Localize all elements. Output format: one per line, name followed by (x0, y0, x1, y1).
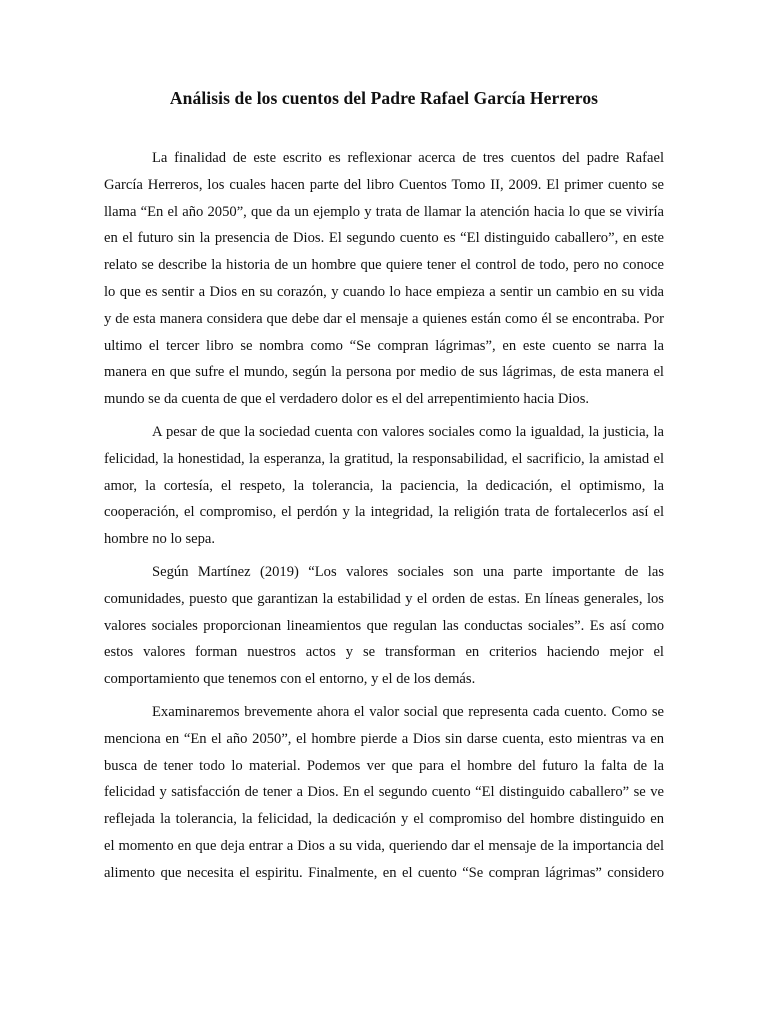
text-line: comunidades, puesto que garantizan la estabilidad y el orden de estas. En líneas generales, los (104, 590, 664, 607)
paragraph-4 (104, 699, 664, 887)
text-line: el momento en que deja entrar a Dios a su vida, queriendo dar el mensaje de la importancia del (104, 837, 664, 854)
text-line: relato se describe la historia de un hombre que quiere tener el control de todo, pero no conoce (104, 257, 664, 274)
text-line: busca de tener todo lo material. Podemos ver que para el hombre del futuro la falta de la (104, 757, 664, 774)
text-line: reflejada la tolerancia, la felicidad, la dedicación y el compromiso del hombre distinguido en (104, 811, 664, 828)
text-line: menciona en “En el año 2050”, el hombre pierde a Dios sin darse cuenta, esto mientras va en (104, 730, 664, 747)
text-line: felicidad y satisfacción de tener a Dios. En el segundo cuento “El distinguido caballero” se ve (104, 784, 664, 801)
text-line: lo que es sentir a Dios en su corazón, y cuando lo hace empieza a sentir un cambio en su vida (104, 283, 664, 300)
text-line: comportamiento que tenemos con el entorno, y el de los demás. (104, 671, 476, 688)
text-line: felicidad, la honestidad, la esperanza, la gratitud, la responsabilidad, el sacrificio, la amistad el (104, 450, 664, 467)
paragraph-2 (104, 419, 664, 553)
text-line: cooperación, el compromiso, el perdón y la integridad, la religión trata de fortalecerlos así el (104, 504, 664, 521)
text-line: hombre no lo sepa. (104, 531, 216, 548)
text-line: García Herreros, los cuales hacen parte del libro Cuentos Tomo II, 2009. El primer cuento se (104, 176, 664, 193)
paragraph-1 (104, 145, 664, 413)
text-line: manera en que sufre el mundo, según la persona por medio de sus lágrimas, de esta manera el (104, 364, 664, 381)
text-line: Según Martínez (2019) “Los valores sociales son una parte importante de las (152, 563, 664, 580)
text-line: alimento que necesita el espiritu. Finalmente, en el cuento “Se compran lágrimas” considero (104, 864, 664, 881)
text-line: valores sociales proporcionan lineamientos que regulan las conductas sociales”. Es así como (104, 617, 664, 634)
text-line: en el futuro sin la presencia de Dios. El segundo cuento es “El distinguido caballero”, en este (104, 230, 664, 247)
document-title: Análisis de los cuentos del Padre Rafael García Herreros (169, 88, 599, 108)
text-line: mundo se da cuenta de que el verdadero dolor es el del arrepentimiento hacia Dios. (104, 391, 590, 408)
text-line: estos valores forman nuestros actos y se transforman en criterios haciendo mejor el (104, 644, 664, 661)
text-line: La finalidad de este escrito es reflexionar acerca de tres cuentos del padre Rafael (152, 150, 664, 166)
text-line: amor, la cortesía, el respeto, la tolerancia, la paciencia, la dedicación, el optimismo, la (104, 477, 664, 494)
text-line: A pesar de que la sociedad cuenta con valores sociales como la igualdad, la justicia, la (152, 423, 664, 440)
text-line: y de esta manera considera que debe dar el mensaje a quienes están como él se encontraba. Por (104, 310, 664, 327)
text-line: llama “En el año 2050”, que da un ejemplo y trata de llamar la atención hacia lo que se viviría (104, 203, 664, 220)
text-line: ultimo el tercer libro se nombra como “Se compran lágrimas”, en este cuento se narra la (104, 337, 664, 354)
text-line: Examinaremos brevemente ahora el valor social que representa cada cuento. Como se (152, 703, 664, 720)
paragraph-3 (104, 559, 664, 693)
